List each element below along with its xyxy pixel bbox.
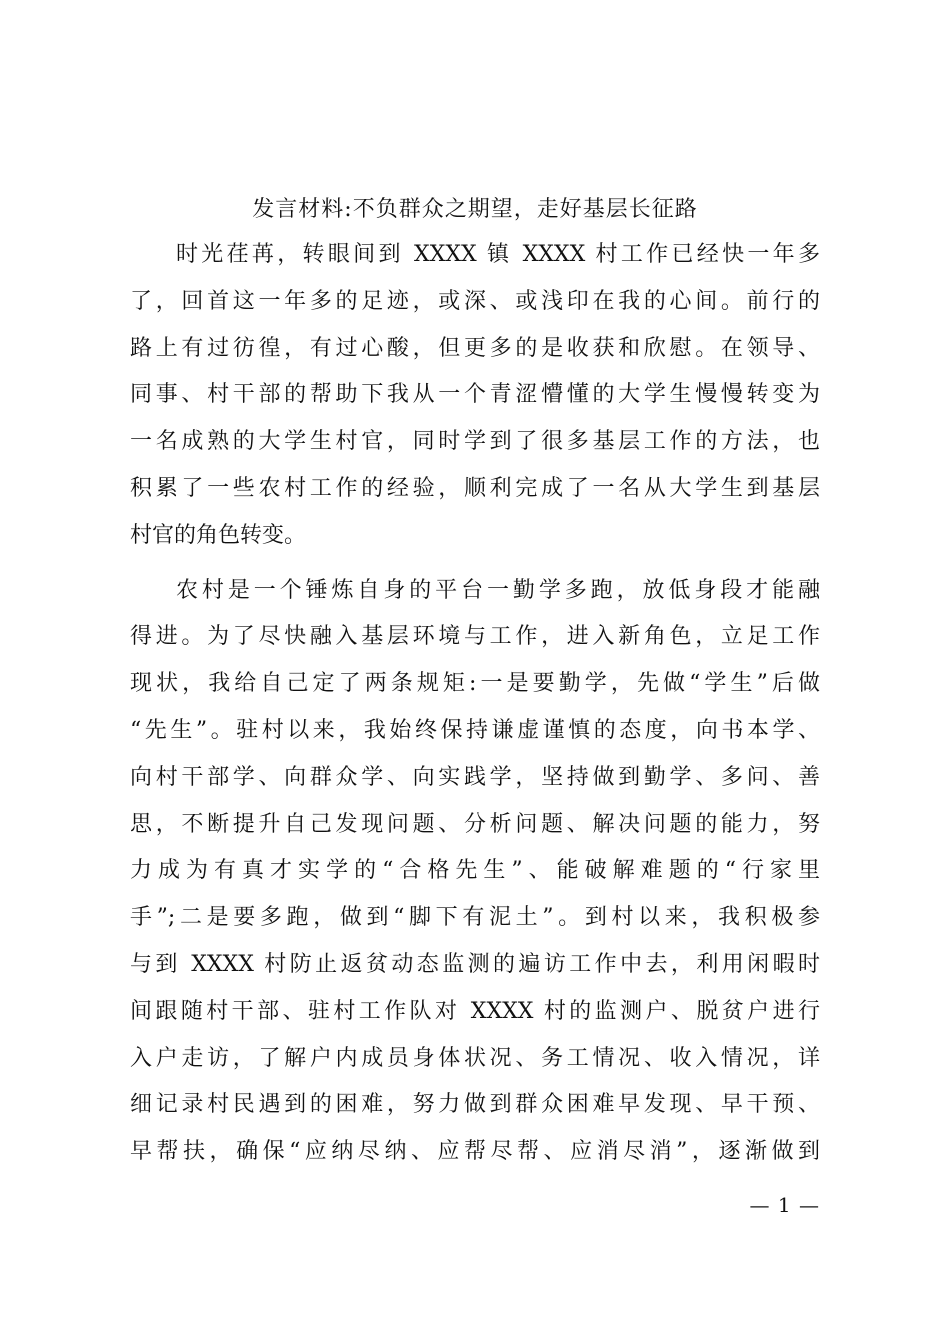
paragraph-line: 农村是一个锤炼自身的平台一勤学多跑，放低身段才能融 bbox=[176, 577, 820, 603]
document-title: 发言材料:不负群众之期望，走好基层长征路 bbox=[252, 197, 698, 222]
paragraph-line: 向村干部学、向群众学、向实践学，坚持做到勤学、多问、善 bbox=[130, 764, 820, 790]
paragraph-line: 手”;二是要多跑，做到“脚下有泥土”。到村以来，我积极参 bbox=[130, 905, 820, 931]
paragraph-line: 村官的角色转变。 bbox=[130, 522, 307, 548]
document-body bbox=[130, 232, 820, 1176]
paragraph-line: 现状，我给自己定了两条规矩:一是要勤学，先做“学生”后做 bbox=[130, 671, 820, 697]
paragraph-line: 入户走访，了解户内成员身体状况、务工情况、收入情况，详 bbox=[130, 1045, 820, 1071]
paragraph-line: 间跟随村干部、驻村工作队对 XXXX 村的监测户、脱贫户进行 bbox=[130, 998, 820, 1024]
paragraph-line: 一名成熟的大学生村官，同时学到了很多基层工作的方法，也 bbox=[130, 429, 820, 455]
paragraph-1 bbox=[130, 232, 820, 560]
paragraph-2 bbox=[130, 568, 820, 1176]
paragraph-line: 与到 XXXX 村防止返贫动态监测的遍访工作中去，利用闲暇时 bbox=[130, 951, 820, 977]
paragraph-line: 早帮扶，确保“应纳尽纳、应帮尽帮、应消尽消”，逐渐做到 bbox=[130, 1139, 820, 1165]
paragraph-line: 细记录村民遇到的困难，努力做到群众困难早发现、早干预、 bbox=[130, 1092, 820, 1118]
paragraph-line: 思，不断提升自己发现问题、分析问题、解决问题的能力，努 bbox=[130, 811, 820, 837]
paragraph-line: 路上有过彷徨，有过心酸，但更多的是收获和欣慰。在领导、 bbox=[130, 335, 820, 361]
paragraph-line: 力成为有真才实学的“合格先生”、能破解难题的“行家里 bbox=[130, 858, 820, 884]
paragraph-line: 积累了一些农村工作的经验，顺利完成了一名从大学生到基层 bbox=[130, 475, 820, 501]
paragraph-line: 了，回首这一年多的足迹，或深、或浅印在我的心间。前行的 bbox=[130, 288, 820, 314]
paragraph-line: 同事、村干部的帮助下我从一个青涩懵懂的大学生慢慢转变为 bbox=[130, 382, 820, 408]
page-number: — 1 — bbox=[749, 1193, 820, 1217]
paragraph-line: 得进。为了尽快融入基层环境与工作，进入新角色，立足工作 bbox=[130, 624, 820, 650]
paragraph-line: “先生”。驻村以来，我始终保持谦虚谨慎的态度，向书本学、 bbox=[130, 717, 820, 743]
paragraph-line: 时光荏苒，转眼间到 XXXX 镇 XXXX 村工作已经快一年多 bbox=[176, 242, 820, 267]
paragraph-gap bbox=[130, 560, 820, 568]
